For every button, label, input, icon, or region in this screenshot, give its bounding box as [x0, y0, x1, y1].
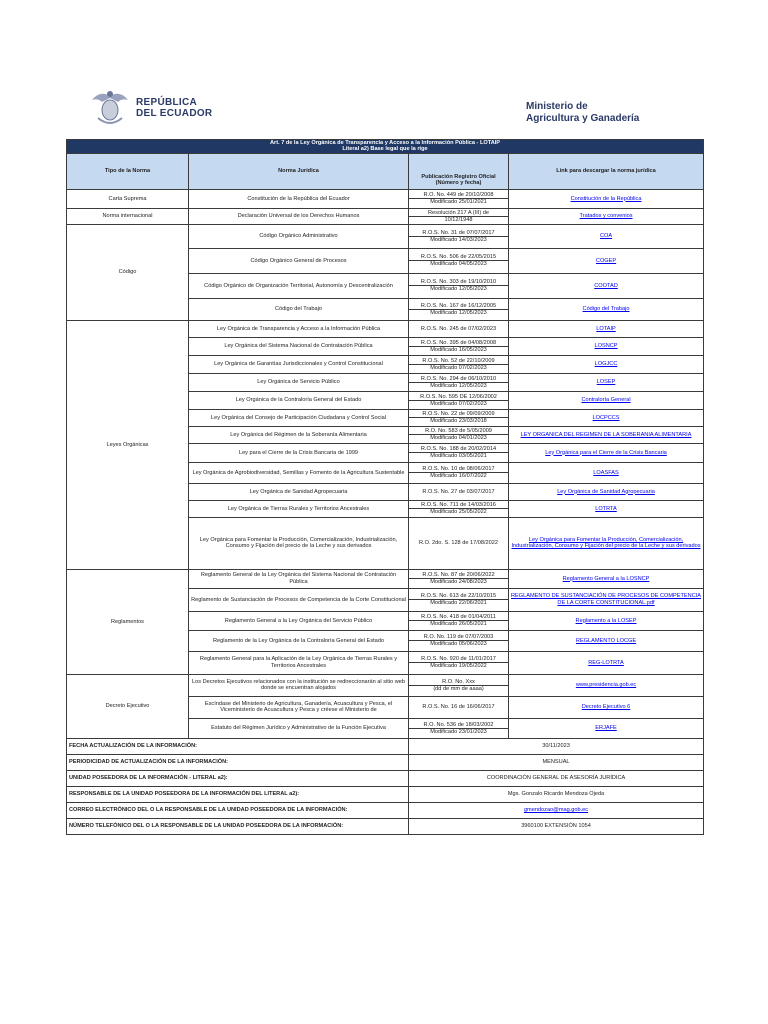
table-title-line1: Art. 7 de la Ley Orgánica de Transparencia y Acceso a la Información Pública - LOTAIP [270, 140, 501, 146]
publication-line: R.O. No. 119 de 07/07/2003 [423, 634, 494, 641]
publication-cell [409, 373, 509, 391]
download-link[interactable]: LOTRTA [595, 505, 617, 512]
modification-line: Modificado 19/05/2022 [409, 662, 508, 669]
download-link[interactable]: LOCPCCS [592, 414, 620, 421]
base-legal-table-body [67, 140, 704, 835]
publication-cell [409, 611, 509, 630]
modification-line: Modificado 16/05/2023 [409, 346, 508, 353]
download-link[interactable]: REG-LOTRTA [588, 659, 624, 666]
publication-line: R.O. No. 536 de 18/03/2002 [423, 721, 494, 728]
modification-line: Modificado 14/03/2023 [409, 236, 508, 243]
modification-line: Modificado 04/05/2023 [409, 260, 508, 267]
download-link[interactable]: LOTAIP [596, 325, 616, 332]
publication-line: R.O.S. No. 188 de 20/02/2014 [420, 446, 497, 453]
link-cell [509, 355, 704, 373]
republica-logo [88, 88, 212, 128]
download-link[interactable]: LOASFAS [593, 469, 619, 476]
norma-cell: Código Orgánico General de Procesos [189, 248, 409, 273]
modification-line: Modificado 03/05/2021 [409, 452, 508, 459]
publication-line: R.O.S. No. 31 de 07/07/2017 [422, 229, 495, 236]
base-legal-table [66, 139, 704, 835]
email-link[interactable]: gmendozao@mag.gob.ec [523, 807, 589, 814]
modification-line: Modificado 23/01/2023 [409, 728, 508, 735]
publication-cell [409, 651, 509, 674]
norma-cell: Ley Orgánica de Garantías Jurisdiccionales y Control Constitucional [189, 355, 409, 373]
link-cell [509, 391, 704, 409]
link-cell [509, 426, 704, 443]
table-row [67, 224, 704, 248]
link-cell [509, 409, 704, 426]
footer-value: COORDINACIÓN GENERAL DE ASESORÍA JURÍDICA [409, 770, 704, 786]
download-link[interactable]: Contraloría General [581, 397, 631, 404]
publication-line: R.O.S. No. 167 de 16/12/2005 [420, 302, 497, 309]
modification-line: 10/12/1948 [409, 216, 508, 223]
modification-line: Modificado 24/08/2023 [409, 578, 508, 585]
norma-cell: Ley Orgánica del Consejo de Participación Ciudadana y Control Social [189, 409, 409, 426]
publication-line: R.O.S. No. 920 de 11/01/2017 [421, 656, 496, 663]
modification-line: Modificado 12/05/2023 [409, 285, 508, 292]
coat-of-arms-icon [88, 88, 132, 128]
publication-line: R.O.S. No. 506 de 22/05/2015 [420, 254, 497, 261]
table-row [67, 189, 704, 208]
publication-cell [409, 517, 509, 569]
table-row [67, 320, 704, 337]
footer-row [67, 818, 704, 834]
download-link[interactable]: LOSNCP [594, 343, 618, 350]
norma-cell: Ley Orgánica de Transparencia y Acceso a la Información Pública [189, 320, 409, 337]
norma-cell: Ley para el Cierre de la Crisis Bancaria de 1999 [189, 443, 409, 462]
ministerio-line1: Ministerio de [526, 101, 588, 112]
publication-cell [409, 273, 509, 298]
publication-cell [409, 224, 509, 248]
publication-line: R.O.S. No. 245 de 07/02/2023 [420, 325, 497, 332]
publication-cell [409, 443, 509, 462]
download-link[interactable]: Código del Trabajo [582, 306, 630, 313]
link-cell [509, 248, 704, 273]
norma-cell: Ley Orgánica del Sistema Nacional de Contratación Pública [189, 337, 409, 355]
publication-line: R.O. No. 449 de 20/10/2008 [423, 192, 494, 199]
table-row [67, 569, 704, 588]
norma-cell: Ley Orgánica para Fomentar la Producción, Comercialización, Industrialización, Consumo y Fijación del precio de la Leche y sus derivados [189, 517, 409, 569]
footer-value: MENSUAL [409, 754, 704, 770]
publication-line: R.O. No. 583 de 5/05/2009 [425, 428, 492, 435]
col-header-link: Link para descargar la norma jurídica [509, 153, 704, 189]
publication-cell [409, 500, 509, 517]
link-cell [509, 611, 704, 630]
download-link[interactable]: Ley Orgánica para Fomentar la Producción, Comercialización, Industrialización, Consumo y Fijación del precio de la Leche y sus derivados [511, 536, 701, 550]
download-link[interactable]: LEY ORGANICA DEL REGIMEN DE LA SOBERANIA ALIMENTARIA [520, 431, 692, 438]
download-link[interactable]: www.presidencia.gob.ec [575, 682, 637, 689]
link-cell [509, 588, 704, 611]
modification-line: Modificado 12/05/2023 [409, 309, 508, 316]
download-link[interactable]: Ley Orgánica de Sanidad Agropecuaria [557, 488, 655, 495]
publication-line: R.O.S. No. 87 de 20/06/2022 [422, 572, 495, 579]
publication-cell [409, 426, 509, 443]
norma-cell: Ley Orgánica del Régimen de la Soberanía Alimentaria [189, 426, 409, 443]
publication-line: R.O. No. Xxx [442, 678, 475, 685]
footer-label: UNIDAD POSEEDORA DE LA INFORMACIÓN - LITERAL a2): [67, 770, 409, 786]
norma-cell: Reglamento de la Ley Orgánica de la Contraloría General del Estado [189, 630, 409, 651]
publication-cell [409, 630, 509, 651]
download-link[interactable]: Constitución de la República [570, 195, 642, 202]
norma-cell: Reglamento General para la Aplicación de la Ley Orgánica de Tierras Rurales y Territorios Ancestrales [189, 651, 409, 674]
download-link[interactable]: ERJAFE [595, 725, 617, 732]
footer-value [409, 802, 704, 818]
modification-line: Modificado 22/06/2021 [409, 599, 508, 606]
link-cell [509, 273, 704, 298]
publication-cell [409, 462, 509, 483]
publication-cell [409, 674, 509, 696]
modification-line: Modificado 16/07/2022 [409, 472, 508, 479]
norma-cell: Ley Orgánica de la Contraloría General del Estado [189, 391, 409, 409]
column-header-row [67, 153, 704, 189]
table-row [67, 674, 704, 696]
publication-line: R.O.S. No. 10 de 08/06/2017 [422, 466, 495, 473]
publication-line: Resolución 217 A (III) de [428, 209, 489, 216]
footer-row [67, 786, 704, 802]
ministerio-logo [526, 101, 639, 125]
download-link[interactable]: COGEP [595, 257, 617, 264]
link-cell [509, 337, 704, 355]
norma-cell: Ley Orgánica de Sanidad Agropecuaria [189, 483, 409, 500]
republica-line1: REPÚBLICA [136, 97, 198, 108]
link-cell [509, 517, 704, 569]
publication-line: R.O.S. No. 418 de 01/04/2011 [421, 614, 496, 621]
download-link[interactable]: LOGJCC [594, 361, 618, 368]
modification-line: (dd de mm de aaaa) [409, 685, 508, 692]
table-row [67, 208, 704, 224]
footer-label: PERIODICIDAD DE ACTUALIZACIÓN DE LA INFORMACIÓN: [67, 754, 409, 770]
link-cell [509, 500, 704, 517]
norma-type-cell: Carta Suprema [67, 189, 189, 208]
publication-line: R.O.S. No. 711 de 14/03/2016 [421, 502, 496, 509]
link-cell [509, 569, 704, 588]
publication-cell [409, 718, 509, 738]
publication-cell [409, 391, 509, 409]
link-cell [509, 208, 704, 224]
link-cell [509, 462, 704, 483]
col-header-norma: Norma Jurídica [189, 153, 409, 189]
norma-cell: Ley Orgánica de Tierras Rurales y Territorios Ancestrales [189, 500, 409, 517]
table-title-line2: Literal a2) Base legal que la rige [342, 146, 428, 153]
modification-line: Modificado 07/02/2023 [409, 400, 508, 407]
norma-type-cell: Reglamentos [67, 569, 189, 674]
footer-label: FECHA ACTUALIZACIÓN DE LA INFORMACIÓN: [67, 738, 409, 754]
publication-line: R.O. 2do. S. 128 de 17/08/2022 [419, 540, 498, 547]
norma-type-cell: Decreto Ejecutivo [67, 674, 189, 738]
publication-cell [409, 320, 509, 337]
link-cell [509, 630, 704, 651]
footer-row [67, 754, 704, 770]
norma-cell: Ley Orgánica de Agrobiodiversidad, Semillas y Fomento de la Agricultura Sustentable [189, 462, 409, 483]
norma-cell: Estatuto del Régimen Jurídico y Administrativo de la Función Ejecutiva [189, 718, 409, 738]
modification-line: Modificado 05/06/2023 [409, 640, 508, 647]
download-link[interactable]: Ley Orgánica para el Cierre de la Crisis Bancaria [545, 449, 667, 456]
col-header-publicacion: Publicación Registro Oficial (Número y fecha) [409, 153, 509, 189]
modification-line: Modificado 23/03/2018 [409, 417, 508, 424]
link-cell [509, 483, 704, 500]
publication-cell [409, 483, 509, 500]
footer-label: CORREO ELECTRÓNICO DEL O LA RESPONSABLE DE LA UNIDAD POSEEDORA DE LA INFORMACIÓN: [67, 802, 409, 818]
modification-line: Modificado 04/01/2023 [409, 434, 508, 441]
link-cell [509, 373, 704, 391]
modification-line: Modificado 25/01/2021 [409, 198, 508, 205]
footer-row [67, 738, 704, 754]
download-link[interactable]: REGLAMENTO LOCGE [575, 637, 637, 644]
norma-type-cell: Leyes Orgánicas [67, 320, 189, 569]
footer-value: 3960100 EXTENSIÓN 1054 [409, 818, 704, 834]
footer-label: RESPONSABLE DE LA UNIDAD POSEEDORA DE LA INFORMACIÓN DEL LITERAL a2): [67, 786, 409, 802]
norma-cell: Declaración Universal de los Derechos Humanos [189, 208, 409, 224]
norma-cell: Escíndase del Ministerio de Agricultura, Ganadería, Acuacultura y Pesca, el Viceministerio de Acuacultura y Pesca y créese el Ministerio de [189, 696, 409, 718]
link-cell [509, 189, 704, 208]
publication-cell [409, 696, 509, 718]
download-link[interactable]: COA [599, 233, 613, 240]
link-cell [509, 718, 704, 738]
publication-cell [409, 208, 509, 224]
norma-cell: Reglamento General de la Ley Orgánica del Sistema Nacional de Contratación Pública [189, 569, 409, 588]
link-cell [509, 320, 704, 337]
republica-line2: DEL ECUADOR [136, 108, 213, 119]
publication-cell [409, 337, 509, 355]
publication-line: R.O.S. No. 294 de 06/10/2010 [420, 375, 497, 382]
link-cell [509, 651, 704, 674]
download-link[interactable]: Decreto Ejecutivo 6 [581, 704, 631, 711]
norma-cell: Constitución de la República del Ecuador [189, 189, 409, 208]
footer-value: 30/11/2023 [409, 738, 704, 754]
modification-line: Modificado 07/02/2023 [409, 364, 508, 371]
download-link[interactable]: Reglamento a la LOSEP [575, 617, 637, 624]
link-cell [509, 674, 704, 696]
table-title [67, 140, 704, 154]
publication-cell [409, 409, 509, 426]
footer-label: NÚMERO TELEFÓNICO DEL O LA RESPONSABLE DE LA UNIDAD POSEEDORA DE LA INFORMACIÓN: [67, 818, 409, 834]
title-row [67, 140, 704, 154]
publication-cell [409, 355, 509, 373]
footer-row [67, 802, 704, 818]
link-cell [509, 298, 704, 320]
modification-line: Modificado 26/05/2021 [409, 620, 508, 627]
norma-type-cell: Norma internacional [67, 208, 189, 224]
publication-line: R.O.S. No. 303 de 19/10/2010 [420, 279, 497, 286]
modification-line: Modificado 12/05/2023 [409, 382, 508, 389]
link-cell [509, 696, 704, 718]
norma-cell: Reglamento General a la Ley Orgánica del Servicio Público [189, 611, 409, 630]
link-cell [509, 224, 704, 248]
norma-cell: Reglamento de Sustanciación de Procesos de Competencia de la Corte Constitucional [189, 588, 409, 611]
publication-line: R.O.S. No. 595 DE 12/06/2002 [420, 393, 497, 400]
ministerio-line2: Agricultura y Ganadería [526, 113, 640, 124]
footer-value: Mgs. Gonzalo Ricardo Mendoza Ojeda [409, 786, 704, 802]
publication-cell [409, 189, 509, 208]
publication-line: R.O.S. No. 16 de 16/06/2017 [422, 704, 495, 711]
col-header-tipo: Tipo de la Norma [67, 153, 189, 189]
publication-cell [409, 569, 509, 588]
link-cell [509, 443, 704, 462]
publication-line: R.O.S. No. 22 de 09/09/2009 [422, 411, 495, 418]
publication-cell [409, 248, 509, 273]
publication-cell [409, 298, 509, 320]
download-link[interactable]: Tratados y convenios [579, 213, 633, 220]
download-link[interactable]: REGLAMENTO DE SUSTANCIACIÓN DE PROCESOS DE COMPETENCIA DE LA CORTE CONSTITUCIONAL.pdf [511, 593, 702, 606]
publication-cell [409, 588, 509, 611]
publication-line: R.O.S. No. 613 de 22/10/2015 [420, 593, 497, 600]
norma-cell: Ley Orgánica de Servicio Público [189, 373, 409, 391]
norma-cell: Código Orgánico de Organización Territorial, Autonomía y Descentralización [189, 273, 409, 298]
norma-cell: Los Decretos Ejecutivos relacionados con la institución se redireccionarán al sitio web donde se encuentran alojados [189, 674, 409, 696]
publication-line: R.O.S. No. 52 de 22/10/2009 [422, 357, 495, 364]
publication-line: R.O.S. No. 27 de 03/07/2017 [422, 488, 495, 495]
footer-row [67, 770, 704, 786]
norma-type-cell: Código [67, 224, 189, 320]
norma-cell: Código Orgánico Administrativo [189, 224, 409, 248]
publication-line: R.O.S. No. 395 de 04/08/2008 [420, 339, 497, 346]
modification-line: Modificado 25/05/2022 [409, 508, 508, 515]
norma-cell: Código del Trabajo [189, 298, 409, 320]
download-link[interactable]: Reglamento General a la LOSNCP [562, 575, 650, 582]
download-link[interactable]: COOTAD [594, 282, 618, 289]
download-link[interactable]: LOSEP [596, 379, 616, 386]
